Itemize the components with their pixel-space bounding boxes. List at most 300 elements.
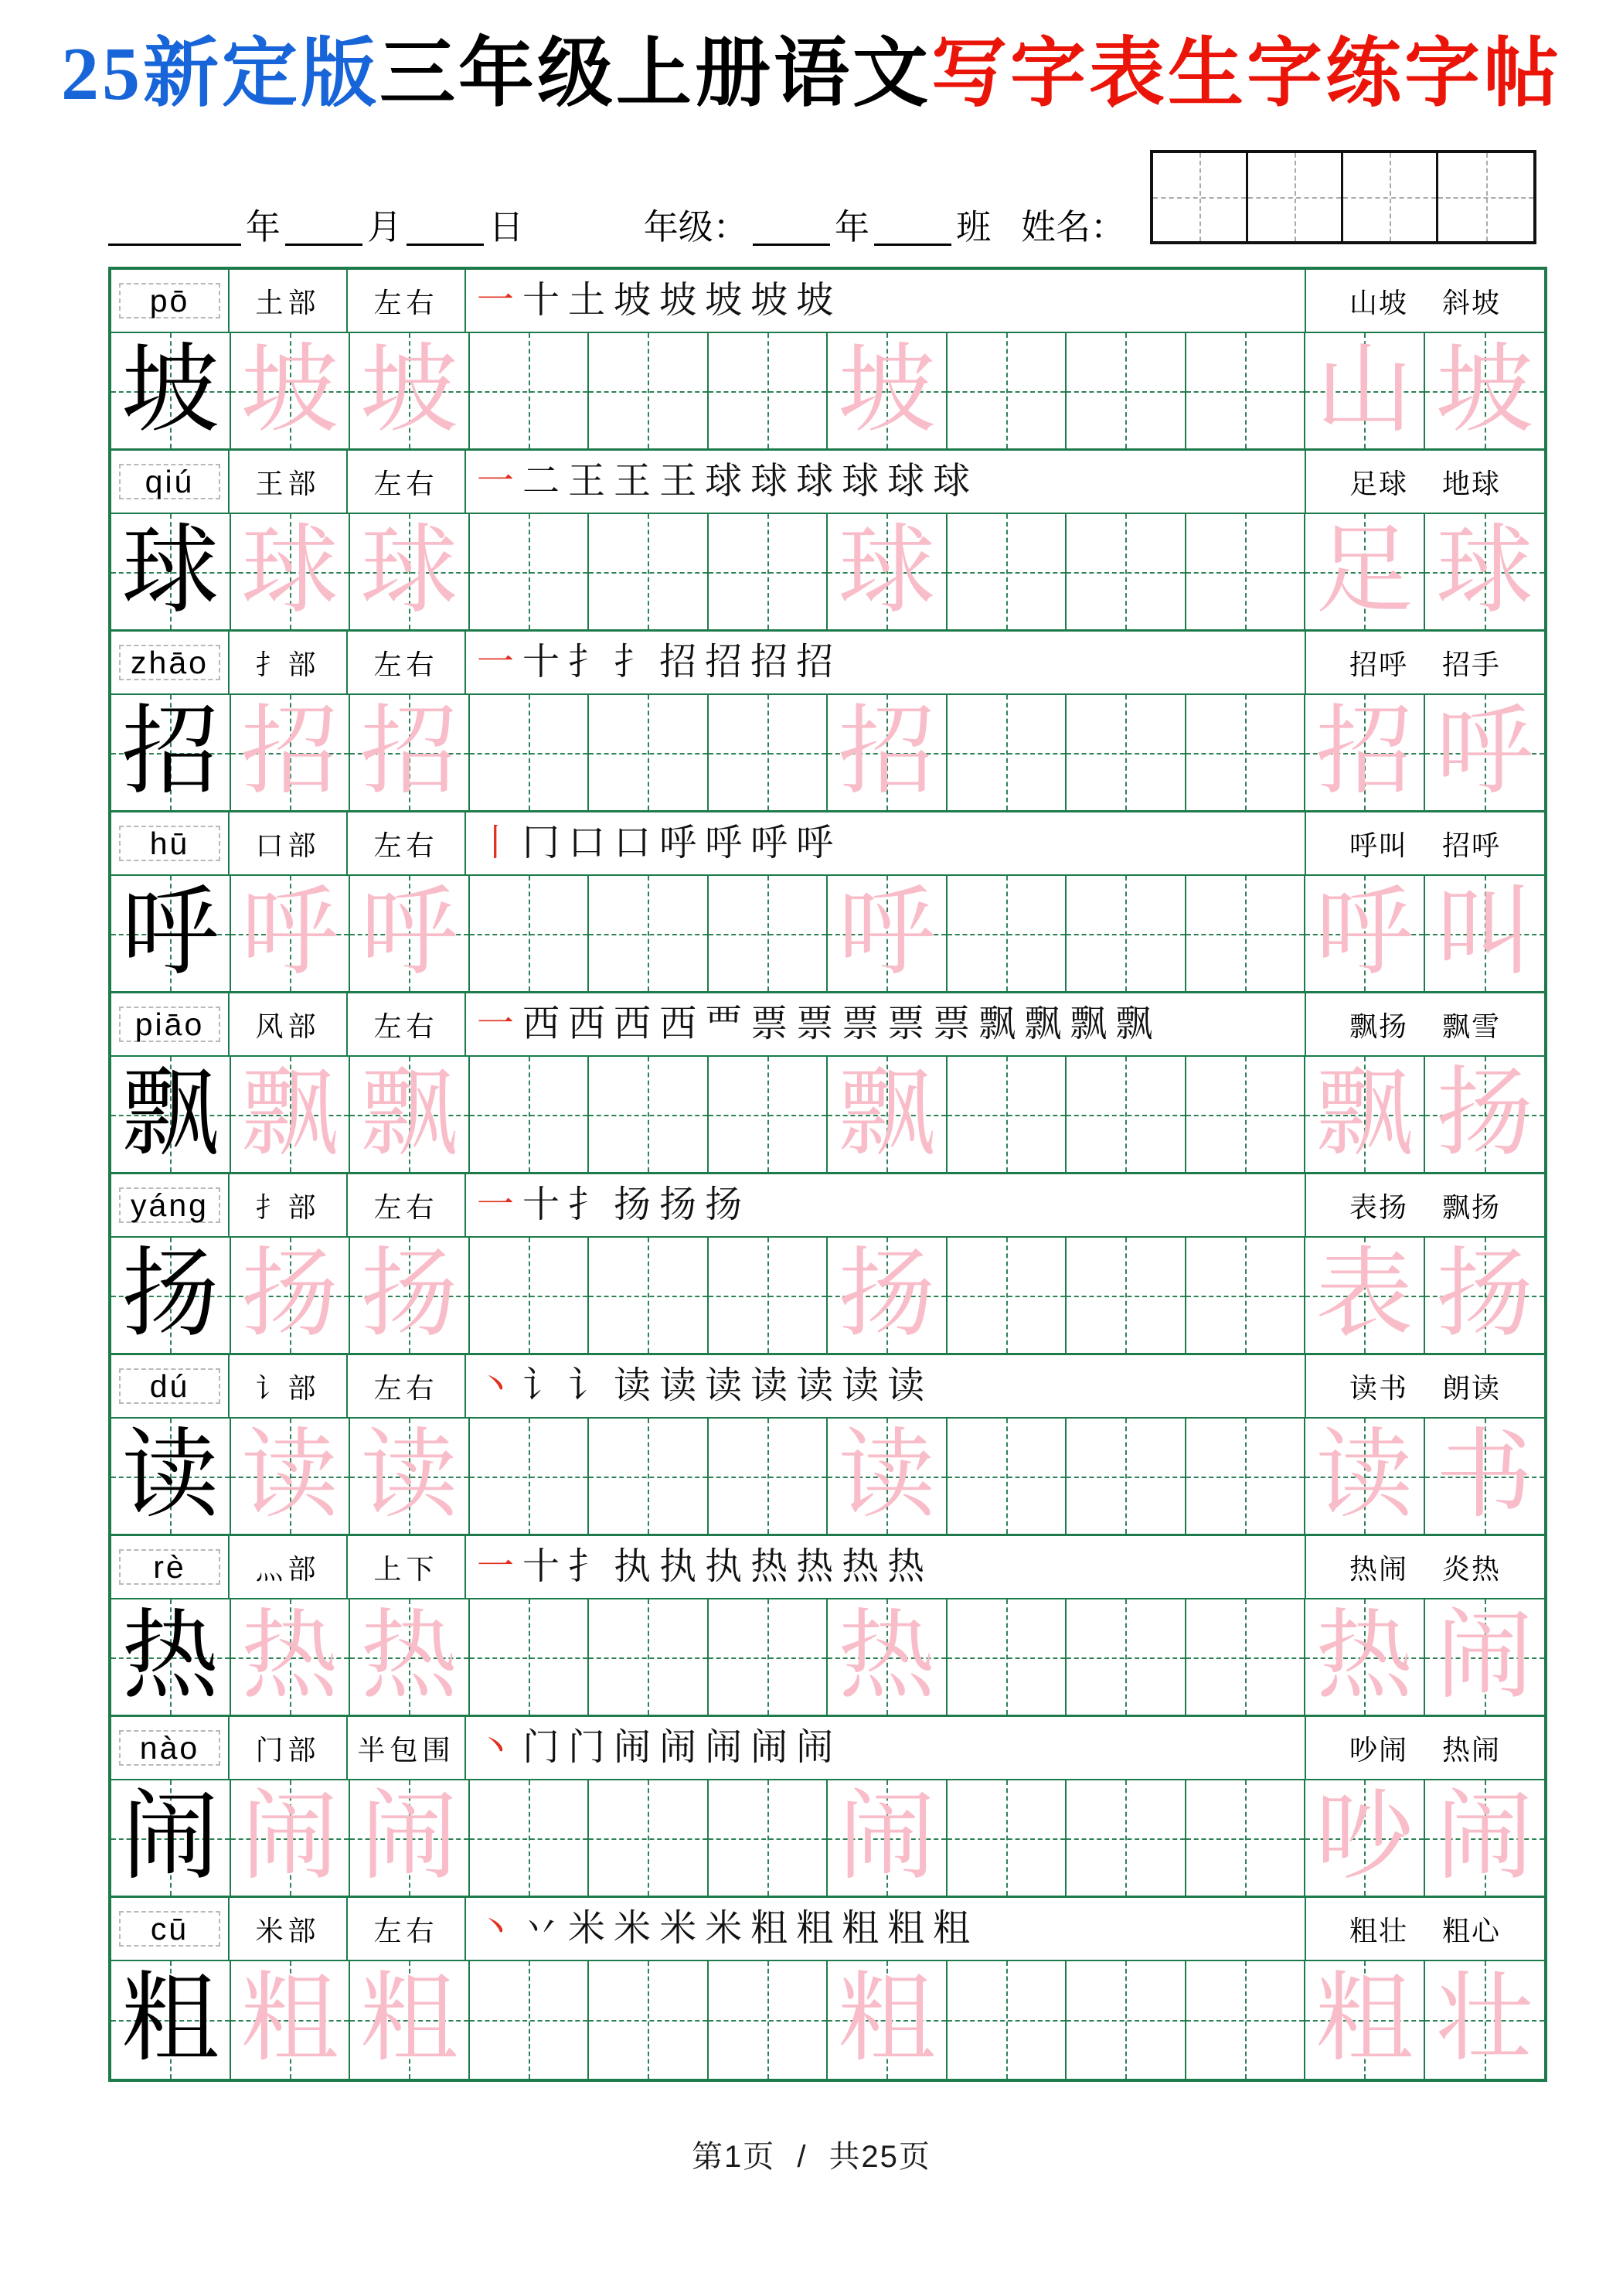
name-box[interactable] — [1153, 153, 1248, 241]
practice-cell[interactable] — [948, 333, 1067, 448]
practice-cell[interactable] — [350, 695, 470, 810]
stroke-step: 热 — [796, 1546, 834, 1587]
practice-cell[interactable] — [828, 333, 948, 448]
practice-cell[interactable] — [1186, 1238, 1306, 1353]
practice-cell[interactable] — [828, 1419, 948, 1534]
stroke-step: 十 — [522, 642, 560, 683]
practice-cell[interactable] — [589, 876, 709, 991]
trace-character: 球 — [838, 517, 936, 625]
page-footer — [0, 2132, 1623, 2176]
trace-character: 读 — [1315, 1422, 1414, 1530]
practice-cell[interactable] — [709, 695, 829, 810]
stroke-step: 坡 — [796, 280, 834, 321]
model-character-cell[interactable] — [111, 1961, 231, 2079]
practice-cell[interactable] — [948, 1419, 1067, 1534]
word-practice-cell[interactable] — [1425, 876, 1544, 991]
example-words-cell — [1306, 1536, 1544, 1598]
trace-character: 球 — [360, 517, 458, 625]
character-header-row — [111, 1536, 1544, 1599]
stroke-step: 招 — [659, 642, 697, 683]
character-block — [111, 451, 1544, 632]
trace-character: 坡 — [1435, 336, 1533, 445]
stroke-order-cell — [466, 451, 1306, 513]
character-block — [111, 1898, 1544, 2079]
stroke-step: 冂 — [522, 823, 560, 864]
stroke-step: 十 — [522, 1184, 560, 1225]
practice-cell[interactable] — [709, 1599, 829, 1715]
example-word: 招手 — [1442, 649, 1502, 680]
word-practice-cell[interactable] — [1425, 1599, 1544, 1715]
pinyin-cell — [111, 632, 230, 693]
trace-character: 飘 — [240, 1060, 339, 1168]
stroke-step: 丨 — [477, 823, 515, 864]
stroke-step: 门 — [568, 1727, 606, 1768]
stroke-step: 球 — [705, 461, 743, 502]
character-header-row — [111, 632, 1544, 695]
stroke-step: 讠 — [522, 1365, 560, 1406]
practice-cell[interactable] — [1186, 1961, 1306, 2079]
stroke-step: 土 — [568, 280, 606, 321]
word-practice-cell[interactable] — [1305, 1599, 1425, 1715]
practice-row — [111, 876, 1544, 993]
word-practice-cell[interactable] — [1305, 1780, 1425, 1896]
trace-character: 山 — [1315, 336, 1414, 445]
radical-cell: 门部 — [230, 1717, 348, 1779]
practice-cell[interactable] — [948, 876, 1067, 991]
example-word: 朗读 — [1442, 1372, 1502, 1404]
practice-cell[interactable] — [470, 514, 590, 629]
practice-cell[interactable] — [1067, 695, 1186, 810]
word-practice-cell[interactable] — [1425, 333, 1544, 448]
name-box[interactable] — [1438, 153, 1533, 241]
month-blank[interactable] — [285, 238, 362, 246]
stroke-step: 扬 — [614, 1184, 652, 1225]
year-label: 年 — [245, 207, 281, 247]
stroke-step: 王 — [568, 461, 606, 502]
practice-cell[interactable] — [709, 1238, 829, 1353]
stroke-step: 闹 — [705, 1727, 743, 1768]
trace-character: 扬 — [1435, 1060, 1533, 1168]
stroke-step: 米 — [568, 1908, 606, 1949]
trace-character: 扬 — [1435, 1241, 1533, 1349]
info-line — [108, 148, 1536, 246]
practice-cell[interactable] — [589, 1599, 709, 1715]
practice-cell[interactable] — [828, 1057, 948, 1172]
practice-cell[interactable] — [589, 514, 709, 629]
pinyin-cell — [111, 1355, 230, 1417]
structure-cell: 半包围 — [348, 1717, 466, 1779]
practice-cell[interactable] — [1186, 333, 1306, 448]
word-practice-cell[interactable] — [1425, 514, 1544, 629]
pinyin-cell — [111, 812, 230, 874]
trace-character: 闹 — [240, 1783, 339, 1892]
word-practice-cell[interactable] — [1305, 1961, 1425, 2079]
trace-character: 闹 — [1435, 1783, 1533, 1892]
practice-cell[interactable] — [589, 1419, 709, 1534]
stroke-order-cell — [466, 812, 1306, 874]
practice-row — [111, 514, 1544, 632]
model-character: 读 — [121, 1422, 219, 1530]
stroke-step: 读 — [887, 1365, 925, 1406]
stroke-step: 一 — [477, 1546, 515, 1587]
practice-cell[interactable] — [470, 1057, 590, 1172]
model-character-cell[interactable] — [111, 1238, 231, 1353]
character-header-row — [111, 451, 1544, 514]
example-word: 飘雪 — [1442, 1010, 1502, 1042]
trace-character: 热 — [1315, 1603, 1414, 1711]
practice-cell[interactable] — [470, 1419, 590, 1534]
stroke-step: 票 — [750, 1003, 788, 1044]
radical-cell: 扌部 — [230, 632, 348, 693]
trace-character: 读 — [240, 1422, 339, 1530]
practice-cell[interactable] — [350, 1961, 470, 2079]
practice-cell[interactable] — [589, 1961, 709, 2079]
practice-cell[interactable] — [948, 1961, 1067, 2079]
pinyin-cell — [111, 1717, 230, 1779]
stroke-step: 票 — [842, 1003, 880, 1044]
practice-cell[interactable] — [1186, 876, 1306, 991]
practice-cell[interactable] — [470, 333, 590, 448]
practice-cell[interactable] — [1067, 514, 1186, 629]
trace-character: 招 — [360, 698, 458, 806]
practice-cell[interactable] — [709, 1419, 829, 1534]
word-practice-cell[interactable] — [1305, 1057, 1425, 1172]
word-practice-cell[interactable] — [1425, 1780, 1544, 1896]
example-words-cell — [1306, 451, 1544, 513]
practice-cell[interactable] — [1186, 1419, 1306, 1534]
practice-cell[interactable] — [828, 876, 948, 991]
stroke-step: 球 — [887, 461, 925, 502]
stroke-step: 读 — [842, 1365, 880, 1406]
practice-cell[interactable] — [589, 1780, 709, 1896]
trace-character: 粗 — [240, 1966, 339, 2073]
example-word: 炎热 — [1442, 1553, 1502, 1585]
structure-cell: 左右 — [348, 1174, 466, 1236]
word-practice-cell[interactable] — [1425, 695, 1544, 810]
stroke-order-cell — [466, 1717, 1306, 1779]
model-character: 闹 — [121, 1783, 219, 1892]
stroke-step: 坡 — [705, 280, 743, 321]
practice-cell[interactable] — [1067, 333, 1186, 448]
character-header-row — [111, 1717, 1544, 1780]
trace-character: 读 — [360, 1422, 458, 1530]
example-word: 地球 — [1442, 468, 1502, 499]
stroke-step: 西 — [522, 1003, 560, 1044]
model-character-cell[interactable] — [111, 333, 231, 448]
word-practice-cell[interactable] — [1305, 514, 1425, 629]
day-blank[interactable] — [407, 238, 484, 246]
stroke-step: 十 — [522, 1546, 560, 1587]
pinyin-text: dú — [149, 1368, 190, 1404]
radical-cell: 讠部 — [230, 1355, 348, 1417]
model-character: 招 — [121, 698, 219, 806]
practice-cell[interactable] — [231, 1057, 351, 1172]
word-practice-cell[interactable] — [1425, 1057, 1544, 1172]
trace-character: 书 — [1435, 1422, 1533, 1530]
trace-character: 足 — [1315, 517, 1414, 625]
stroke-step: 呼 — [750, 823, 788, 864]
stroke-step: 票 — [796, 1003, 834, 1044]
example-words-cell — [1306, 993, 1544, 1055]
model-character-cell[interactable] — [111, 1780, 231, 1896]
practice-cell[interactable] — [1067, 1599, 1186, 1715]
stroke-step: 丶 — [477, 1727, 515, 1768]
model-character-cell[interactable] — [111, 1599, 231, 1715]
stroke-step: 读 — [796, 1365, 834, 1406]
trace-character: 呼 — [838, 879, 936, 987]
character-block — [111, 1355, 1544, 1536]
trace-character: 吵 — [1315, 1783, 1414, 1892]
practice-cell[interactable] — [231, 695, 351, 810]
stroke-step: 热 — [750, 1546, 788, 1587]
day-label: 日 — [488, 207, 524, 247]
pinyin-text: nào — [139, 1729, 200, 1766]
character-header-row — [111, 1355, 1544, 1419]
practice-cell[interactable] — [709, 1780, 829, 1896]
model-character: 扬 — [121, 1241, 219, 1349]
stroke-step: 扬 — [659, 1184, 697, 1225]
trace-character: 坡 — [838, 336, 936, 445]
practice-cell[interactable] — [470, 695, 590, 810]
trace-character: 球 — [1435, 517, 1533, 625]
practice-cell[interactable] — [589, 1238, 709, 1353]
word-practice-cell[interactable] — [1425, 1238, 1544, 1353]
practice-cell[interactable] — [828, 514, 948, 629]
stroke-step: 呼 — [659, 823, 697, 864]
stroke-order-cell — [466, 993, 1306, 1055]
word-practice-cell[interactable] — [1305, 1419, 1425, 1534]
structure-cell: 左右 — [348, 812, 466, 874]
practice-cell[interactable] — [350, 514, 470, 629]
stroke-step: 闹 — [796, 1727, 834, 1768]
practice-cell[interactable] — [1186, 695, 1306, 810]
example-word: 足球 — [1349, 468, 1408, 499]
practice-cell[interactable] — [470, 876, 590, 991]
name-grid[interactable] — [1150, 150, 1536, 244]
practice-cell[interactable] — [1067, 1780, 1186, 1896]
stroke-step: 招 — [750, 642, 788, 683]
character-block — [111, 1536, 1544, 1717]
practice-cell[interactable] — [470, 1961, 590, 2079]
practice-cell[interactable] — [470, 1238, 590, 1353]
practice-cell[interactable] — [350, 1599, 470, 1715]
radical-cell: 米部 — [230, 1898, 348, 1960]
practice-cell[interactable] — [1067, 876, 1186, 991]
model-character: 飘 — [121, 1060, 219, 1168]
pinyin-text: piāo — [134, 1006, 205, 1042]
word-practice-cell[interactable] — [1425, 1961, 1544, 2079]
character-block — [111, 1174, 1544, 1355]
name-box[interactable] — [1248, 153, 1343, 241]
pinyin-cell — [111, 1898, 230, 1960]
practice-cell[interactable] — [1186, 1780, 1306, 1896]
stroke-step: 扌 — [614, 642, 652, 683]
stroke-step: 坡 — [750, 280, 788, 321]
title-edition: 25新定版 — [60, 32, 379, 116]
year-blank[interactable] — [108, 238, 241, 246]
footer-separator: / — [797, 2140, 808, 2174]
stroke-step: 球 — [933, 461, 971, 502]
practice-cell[interactable] — [828, 1780, 948, 1896]
stroke-step: 坡 — [614, 280, 652, 321]
practice-cell[interactable] — [1186, 514, 1306, 629]
practice-cell[interactable] — [948, 695, 1067, 810]
practice-cell[interactable] — [948, 1599, 1067, 1715]
practice-cell[interactable] — [948, 1057, 1067, 1172]
stroke-order-cell — [466, 1174, 1306, 1236]
character-header-row — [111, 812, 1544, 876]
practice-cell[interactable] — [589, 695, 709, 810]
stroke-step: 呼 — [796, 823, 834, 864]
practice-cell[interactable] — [350, 1780, 470, 1896]
practice-cell[interactable] — [709, 1057, 829, 1172]
structure-cell: 左右 — [348, 451, 466, 513]
stroke-step: 执 — [614, 1546, 652, 1587]
word-practice-cell[interactable] — [1305, 876, 1425, 991]
stroke-step: 招 — [796, 642, 834, 683]
structure-cell: 上下 — [348, 1536, 466, 1598]
trace-character: 热 — [360, 1603, 458, 1711]
stroke-step: 飘 — [1070, 1003, 1108, 1044]
grade-year-blank[interactable] — [753, 238, 830, 246]
model-character-cell[interactable] — [111, 695, 231, 810]
example-word: 读书 — [1349, 1372, 1408, 1404]
trace-character: 闹 — [1435, 1603, 1533, 1711]
radical-cell: 王部 — [230, 451, 348, 513]
example-words-cell — [1306, 1355, 1544, 1417]
practice-cell[interactable] — [350, 333, 470, 448]
practice-cell[interactable] — [709, 876, 829, 991]
trace-character: 扬 — [838, 1241, 936, 1349]
character-block — [111, 1717, 1544, 1898]
stroke-step: 热 — [887, 1546, 925, 1587]
practice-cell[interactable] — [231, 1238, 351, 1353]
practice-cell[interactable] — [231, 876, 351, 991]
trace-character: 球 — [240, 517, 339, 625]
stroke-step: 粗 — [933, 1908, 971, 1949]
pinyin-cell — [111, 451, 230, 513]
word-practice-cell[interactable] — [1305, 695, 1425, 810]
stroke-order-cell — [466, 1898, 1306, 1960]
practice-cell[interactable] — [350, 1057, 470, 1172]
practice-row — [111, 333, 1544, 451]
structure-cell: 左右 — [348, 1898, 466, 1960]
practice-cell[interactable] — [709, 1961, 829, 2079]
word-practice-cell[interactable] — [1305, 1238, 1425, 1353]
practice-cell[interactable] — [828, 1599, 948, 1715]
practice-cell[interactable] — [470, 1780, 590, 1896]
practice-cell[interactable] — [1186, 1599, 1306, 1715]
stroke-step: 一 — [477, 280, 515, 321]
practice-cell[interactable] — [1067, 1419, 1186, 1534]
pinyin-cell — [111, 993, 230, 1055]
example-word: 吵闹 — [1349, 1734, 1408, 1766]
practice-row — [111, 1599, 1544, 1717]
trace-character: 壮 — [1435, 1966, 1533, 2073]
stroke-step: 票 — [887, 1003, 925, 1044]
model-character-cell[interactable] — [111, 876, 231, 991]
practice-cell[interactable] — [350, 1419, 470, 1534]
practice-cell[interactable] — [589, 333, 709, 448]
example-words-cell — [1306, 632, 1544, 693]
pinyin-cell — [111, 1536, 230, 1598]
practice-cell[interactable] — [828, 695, 948, 810]
model-character-cell[interactable] — [111, 1057, 231, 1172]
model-character: 坡 — [121, 336, 219, 445]
practice-cell[interactable] — [231, 1599, 351, 1715]
practice-row — [111, 1961, 1544, 2079]
character-block — [111, 812, 1544, 993]
practice-cell[interactable] — [828, 1961, 948, 2079]
pinyin-text: pō — [149, 282, 190, 319]
trace-character: 招 — [1315, 698, 1414, 806]
word-practice-cell[interactable] — [1305, 333, 1425, 448]
trace-character: 扬 — [240, 1241, 339, 1349]
stroke-order-cell — [466, 632, 1306, 693]
practice-cell[interactable] — [350, 1238, 470, 1353]
practice-row — [111, 1419, 1544, 1536]
model-character-cell[interactable] — [111, 514, 231, 629]
practice-table — [108, 267, 1547, 2082]
practice-cell[interactable] — [470, 1599, 590, 1715]
character-header-row — [111, 1898, 1544, 1961]
model-character-cell[interactable] — [111, 1419, 231, 1534]
practice-cell[interactable] — [948, 514, 1067, 629]
practice-cell[interactable] — [231, 1419, 351, 1534]
stroke-step: 扌 — [568, 642, 606, 683]
stroke-order-cell — [466, 1355, 1306, 1417]
stroke-step: 一 — [477, 461, 515, 502]
stroke-step: 粗 — [750, 1908, 788, 1949]
model-character: 呼 — [121, 879, 219, 987]
stroke-step: 票 — [933, 1003, 971, 1044]
class-blank[interactable] — [874, 238, 951, 246]
practice-cell[interactable] — [1067, 1057, 1186, 1172]
practice-cell[interactable] — [709, 333, 829, 448]
name-box[interactable] — [1343, 153, 1438, 241]
practice-cell[interactable] — [1186, 1057, 1306, 1172]
radical-cell: 口部 — [230, 812, 348, 874]
stroke-step: 口 — [568, 823, 606, 864]
structure-cell: 左右 — [348, 632, 466, 693]
practice-cell[interactable] — [231, 333, 351, 448]
practice-cell[interactable] — [231, 1961, 351, 2079]
practice-cell[interactable] — [828, 1238, 948, 1353]
stroke-step: 西 — [568, 1003, 606, 1044]
word-practice-cell[interactable] — [1425, 1419, 1544, 1534]
practice-cell[interactable] — [1067, 1238, 1186, 1353]
practice-cell[interactable] — [709, 514, 829, 629]
stroke-step: 热 — [842, 1546, 880, 1587]
practice-cell[interactable] — [231, 514, 351, 629]
example-word: 呼叫 — [1349, 829, 1408, 861]
practice-cell[interactable] — [948, 1780, 1067, 1896]
practice-cell[interactable] — [350, 876, 470, 991]
trace-character: 读 — [838, 1422, 936, 1530]
example-word: 热闹 — [1349, 1553, 1408, 1585]
stroke-step: 招 — [705, 642, 743, 683]
stroke-order-cell — [466, 270, 1306, 332]
stroke-step: 覀 — [705, 1003, 743, 1044]
practice-cell[interactable] — [231, 1780, 351, 1896]
practice-cell[interactable] — [1067, 1961, 1186, 2079]
practice-cell[interactable] — [589, 1057, 709, 1172]
stroke-step: 读 — [659, 1365, 697, 1406]
stroke-step: 门 — [522, 1727, 560, 1768]
practice-cell[interactable] — [948, 1238, 1067, 1353]
stroke-step: 读 — [750, 1365, 788, 1406]
stroke-step: 球 — [750, 461, 788, 502]
